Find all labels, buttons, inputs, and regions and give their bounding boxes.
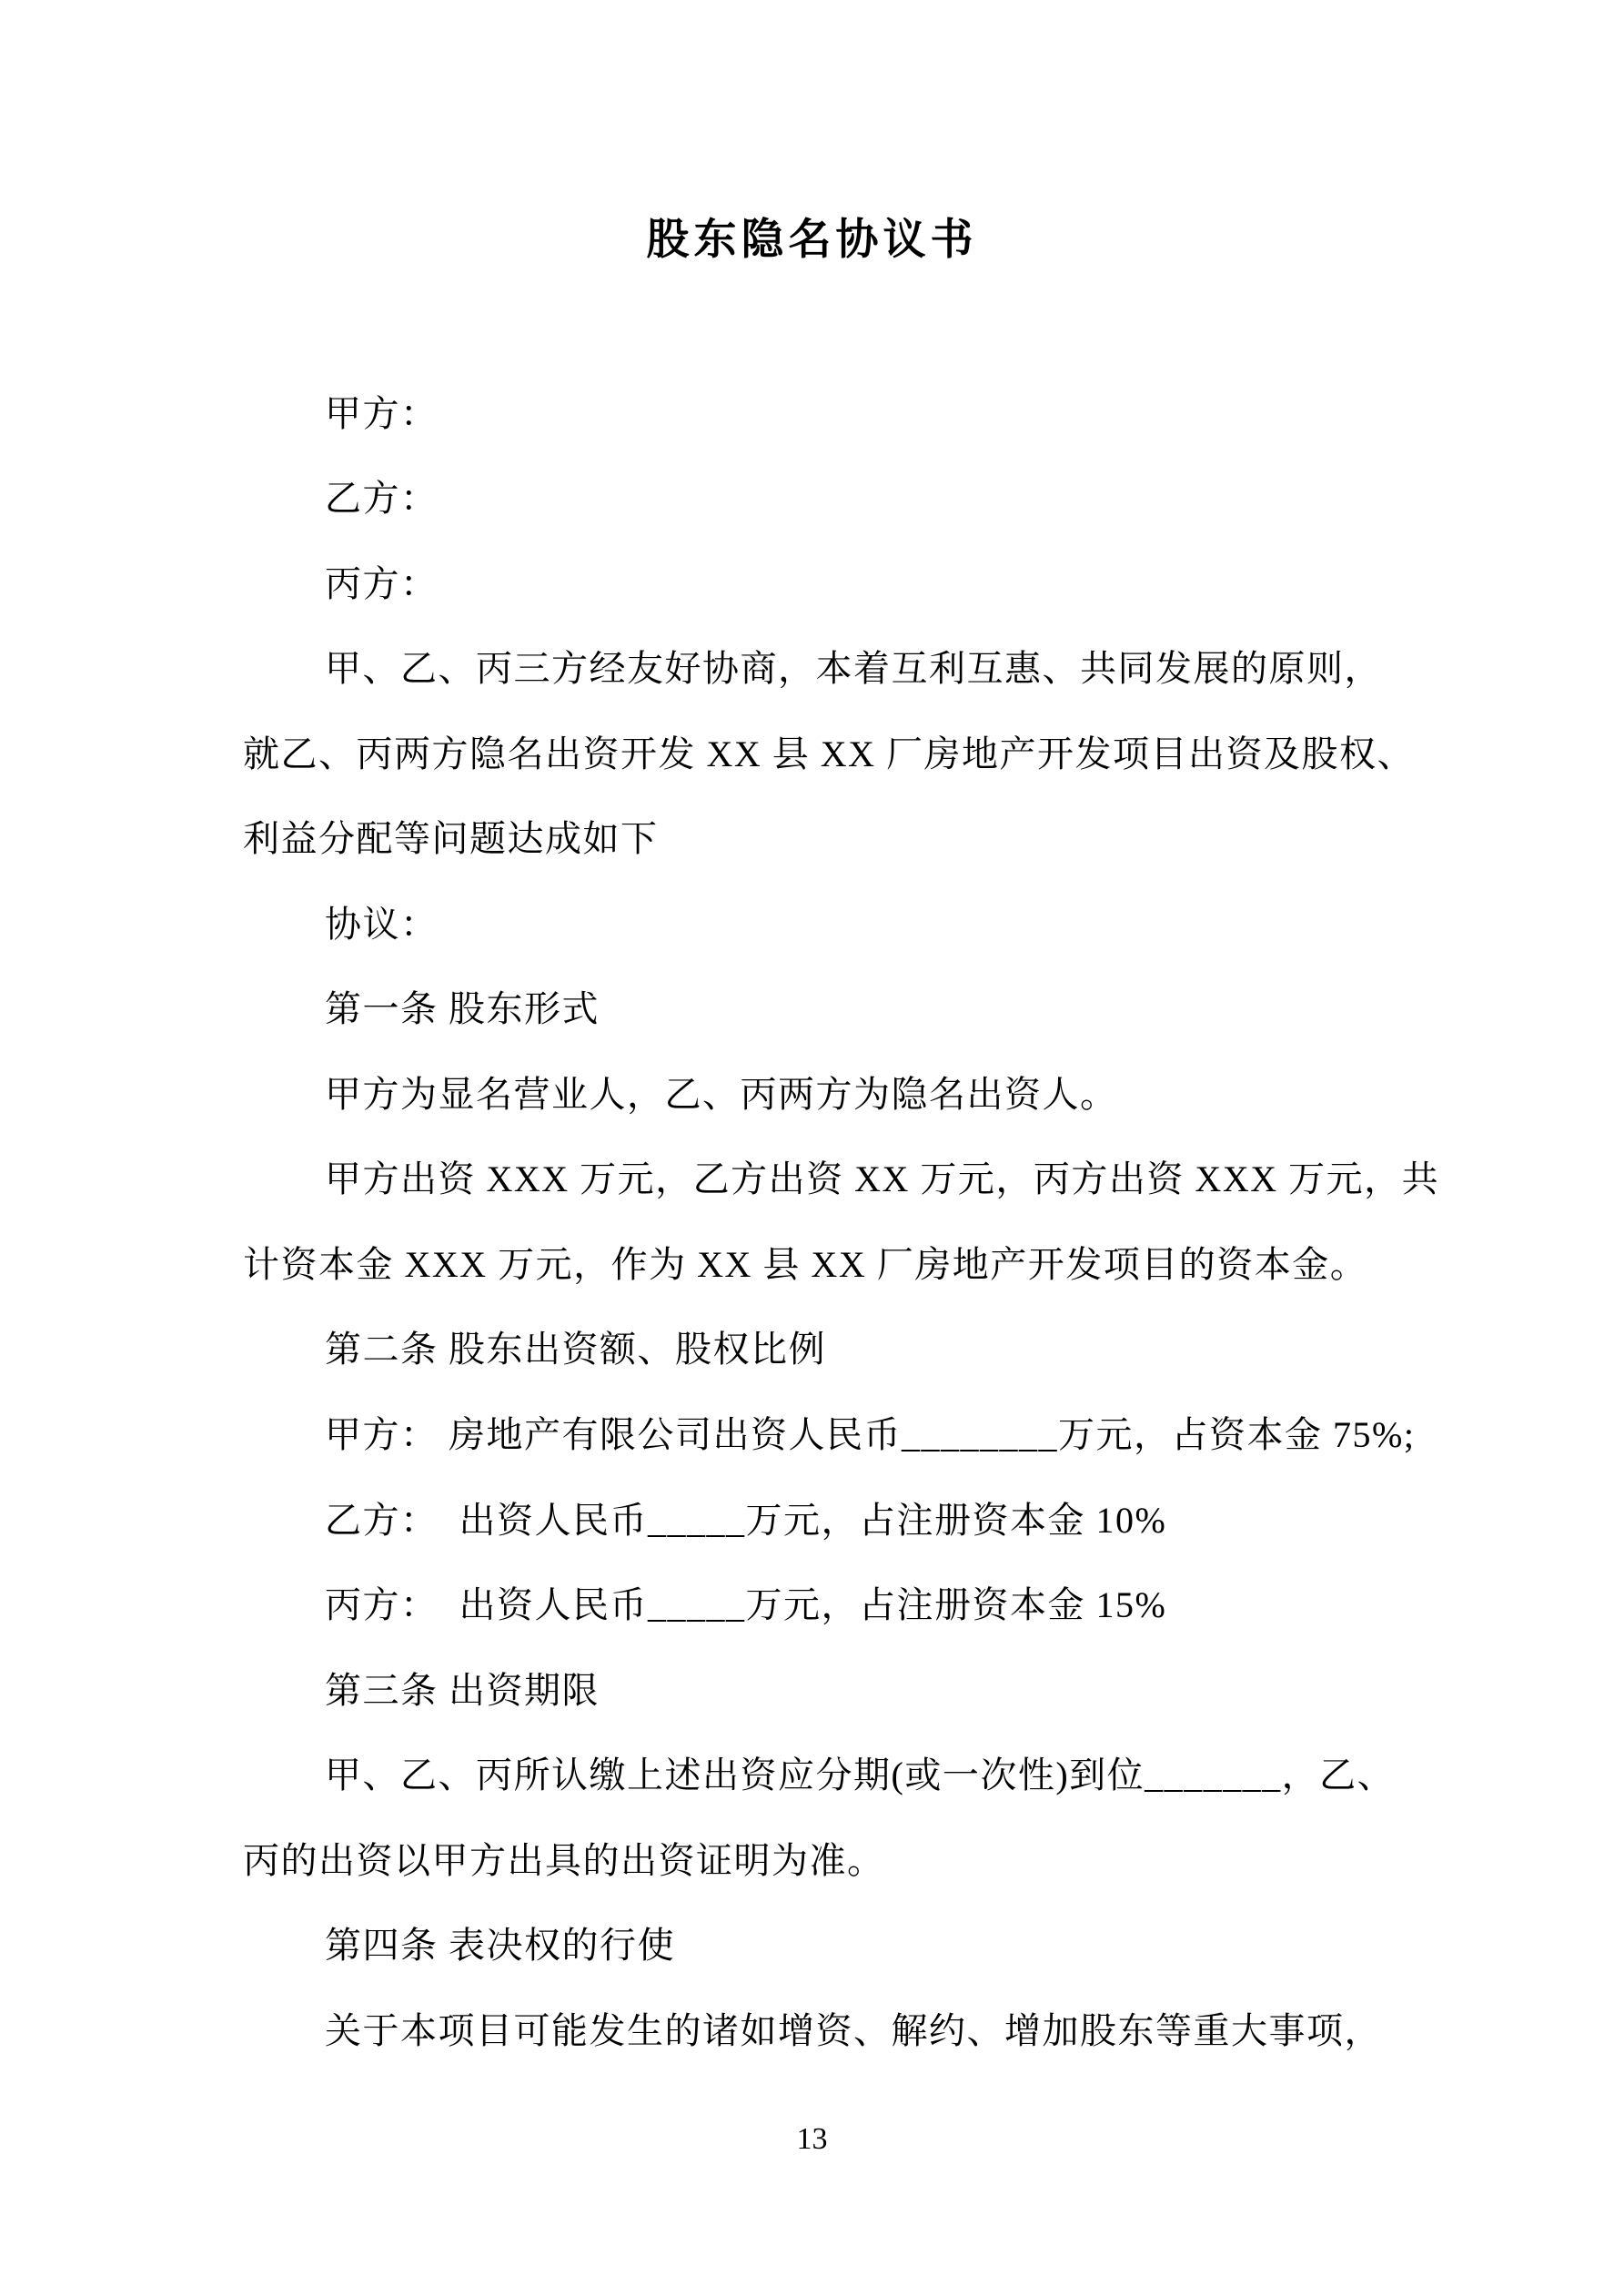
article-2-party-c-contribution: 丙方： 出资人民币_____万元，占注册资本金 15% (325, 1584, 1167, 1625)
article-3-paragraph-line-2: 丙的出资以甲方出具的出资证明为准。 (243, 1840, 885, 1881)
article-2-party-a-contribution: 甲方： 房地产有限公司出资人民币________万元，占资本金 75%; (325, 1414, 1416, 1455)
intro-paragraph-line-3: 利益分配等问题达成如下 (243, 818, 659, 859)
article-1-paragraph-1: 甲方为显名营业人，乙、丙两方为隐名出资人。 (325, 1074, 1118, 1115)
article-2-heading: 第二条 股东出资额、股权比例 (325, 1329, 826, 1370)
article-4-paragraph-line-1: 关于本项目可能发生的诸如增资、解约、增加股东等重大事项， (325, 2010, 1382, 2051)
article-4-heading: 第四条 表决权的行使 (325, 1925, 675, 1966)
party-b-label: 乙方： (325, 478, 439, 519)
page-number: 13 (796, 2122, 828, 2156)
article-1-heading: 第一条 股东形式 (325, 988, 600, 1029)
article-3-paragraph-line-1: 甲、乙、丙所认缴上述出资应分期(或一次性)到位_______，乙、 (325, 1755, 1396, 1795)
intro-paragraph-line-1: 甲、乙、丙三方经友好协商，本着互利互惠、共同发展的原则， (325, 648, 1382, 689)
agreement-label: 协议： (325, 904, 439, 945)
article-1-paragraph-2-line-2: 计资本金 XXX 万元，作为 XX 县 XX 厂房地产开发项目的资本金。 (243, 1244, 1368, 1285)
document-title: 股东隐名协议书 (646, 217, 978, 264)
party-a-label: 甲方： (325, 393, 439, 434)
party-c-label: 丙方： (325, 563, 439, 604)
article-1-paragraph-2-line-1: 甲方出资 XXX 万元，乙方出资 XX 万元，丙方出资 XXX 万元，共 (325, 1158, 1440, 1199)
article-2-party-b-contribution: 乙方： 出资人民币_____万元，占注册资本金 10% (325, 1500, 1167, 1541)
article-3-heading: 第三条 出资期限 (325, 1670, 600, 1711)
intro-paragraph-line-2: 就乙、丙两方隐名出资开发 XX 县 XX 厂房地产开发项目出资及股权、 (243, 733, 1416, 774)
